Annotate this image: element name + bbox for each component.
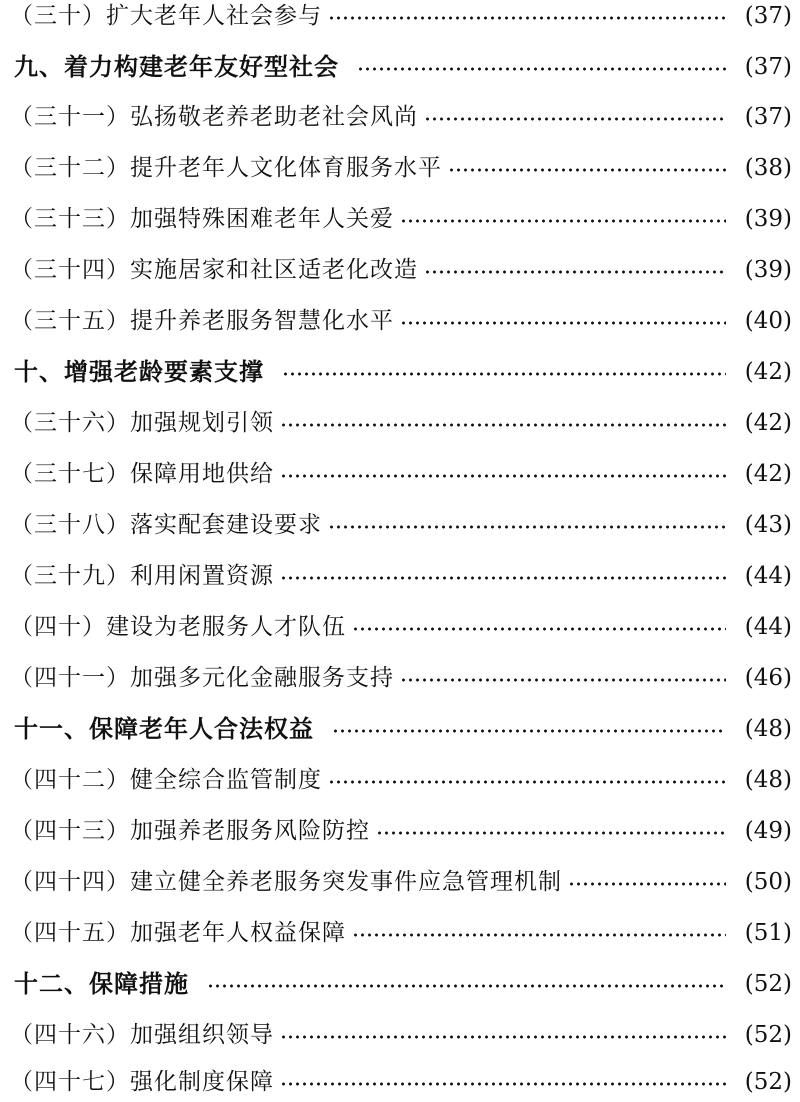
toc-chapter-12[interactable] xyxy=(10,964,792,1004)
toc-page-number: (52) xyxy=(744,1068,792,1095)
toc-page-number: (42) xyxy=(744,358,792,385)
toc-entry-title: （四十七）强化制度保障 xyxy=(10,1068,274,1095)
toc-entry-title: （四十六）加强组织领导 xyxy=(10,1021,274,1048)
toc-entry-title: （三十九）利用闲置资源 xyxy=(10,562,274,589)
toc-entry-title: （三十二）提升老年人文化体育服务水平 xyxy=(10,154,442,181)
toc-entry-40[interactable] xyxy=(10,607,792,647)
dot-leader xyxy=(328,780,726,784)
toc-entry-37[interactable] xyxy=(10,454,792,494)
dot-leader xyxy=(280,423,726,427)
toc-entry-43[interactable] xyxy=(10,811,792,851)
dot-leader xyxy=(207,984,726,988)
toc-entry-35[interactable] xyxy=(10,301,792,341)
dot-leader xyxy=(424,117,726,121)
toc-entry-title: （三十三）加强特殊困难老年人关爱 xyxy=(10,205,394,232)
toc-entry-title: （三十一）弘扬敬老养老助老社会风尚 xyxy=(10,103,418,130)
dot-leader xyxy=(352,933,726,937)
toc-entry-47[interactable] xyxy=(10,1062,792,1102)
toc-entry-45[interactable] xyxy=(10,913,792,953)
toc-page-number: (37) xyxy=(744,103,792,130)
toc-page-number: (42) xyxy=(744,460,792,487)
dot-leader xyxy=(352,627,726,631)
dot-leader xyxy=(280,1082,726,1086)
toc-page-number: (48) xyxy=(744,715,792,742)
toc-entry-title: （四十一）加强多元化金融服务支持 xyxy=(10,664,394,691)
toc-page-number: (46) xyxy=(744,664,792,691)
toc-entry-title: （三十）扩大老年人社会参与 xyxy=(10,2,322,29)
toc-page-number: (40) xyxy=(744,307,792,334)
dot-leader xyxy=(280,576,726,580)
dot-leader xyxy=(424,270,726,274)
toc-page-number: (52) xyxy=(744,1021,792,1048)
toc-entry-title: （三十五）提升养老服务智慧化水平 xyxy=(10,307,394,334)
toc-page-number: (48) xyxy=(744,766,792,793)
toc-chapter-title: 十二、保障措施 xyxy=(14,970,189,998)
toc-entry-36[interactable] xyxy=(10,403,792,443)
dot-leader xyxy=(400,678,726,682)
toc-page-number: (43) xyxy=(744,511,792,538)
toc-chapter-9[interactable] xyxy=(10,47,792,87)
dot-leader xyxy=(280,474,726,478)
dot-leader xyxy=(400,321,726,325)
toc-entry-title: （四十）建设为老服务人才队伍 xyxy=(10,613,346,640)
dot-leader xyxy=(280,1035,726,1039)
toc-chapter-title: 九、着力构建老年友好型社会 xyxy=(14,53,339,81)
dot-leader xyxy=(448,168,726,172)
toc-page-number: (37) xyxy=(744,53,792,80)
toc-page-number: (37) xyxy=(744,2,792,29)
toc-page-number: (38) xyxy=(744,154,792,181)
toc-entry-42[interactable] xyxy=(10,760,792,800)
dot-leader xyxy=(357,67,726,71)
toc-entry-title: （三十八）落实配套建设要求 xyxy=(10,511,322,538)
toc-page-number: (44) xyxy=(744,613,792,640)
toc-entry-38[interactable] xyxy=(10,505,792,545)
toc-entry-34[interactable] xyxy=(10,250,792,290)
toc-entry-title: （四十二）健全综合监管制度 xyxy=(10,766,322,793)
dot-leader xyxy=(376,831,726,835)
toc-entry-41[interactable] xyxy=(10,658,792,698)
toc-entry-title: （四十五）加强老年人权益保障 xyxy=(10,919,346,946)
table-of-contents xyxy=(10,0,792,1102)
toc-entry-32[interactable] xyxy=(10,148,792,188)
toc-page-number: (50) xyxy=(744,868,792,895)
dot-leader xyxy=(282,372,726,376)
toc-page-number: (49) xyxy=(744,817,792,844)
toc-entry-title: （四十四）建立健全养老服务突发事件应急管理机制 xyxy=(10,868,562,895)
toc-chapter-11[interactable] xyxy=(10,709,792,749)
toc-entry-title: （三十六）加强规划引领 xyxy=(10,409,274,436)
toc-page-number: (39) xyxy=(744,256,792,283)
dot-leader xyxy=(328,525,726,529)
dot-leader xyxy=(332,729,726,733)
toc-entry-title: （三十七）保障用地供给 xyxy=(10,460,274,487)
toc-chapter-title: 十、增强老龄要素支撑 xyxy=(14,358,264,386)
dot-leader xyxy=(328,16,726,20)
toc-chapter-10[interactable] xyxy=(10,352,792,392)
toc-page-number: (52) xyxy=(744,970,792,997)
toc-page-number: (51) xyxy=(744,919,792,946)
dot-leader xyxy=(568,882,726,886)
toc-entry-33[interactable] xyxy=(10,199,792,239)
toc-entry-title: （三十四）实施居家和社区适老化改造 xyxy=(10,256,418,283)
toc-chapter-title: 十一、保障老年人合法权益 xyxy=(14,715,314,743)
toc-page-number: (44) xyxy=(744,562,792,589)
toc-entry-44[interactable] xyxy=(10,862,792,902)
toc-entry-46[interactable] xyxy=(10,1015,792,1055)
toc-entry-30[interactable] xyxy=(10,0,792,36)
toc-entry-31[interactable] xyxy=(10,97,792,137)
toc-page-number: (42) xyxy=(744,409,792,436)
toc-entry-39[interactable] xyxy=(10,556,792,596)
toc-page-number: (39) xyxy=(744,205,792,232)
dot-leader xyxy=(400,219,726,223)
toc-entry-title: （四十三）加强养老服务风险防控 xyxy=(10,817,370,844)
